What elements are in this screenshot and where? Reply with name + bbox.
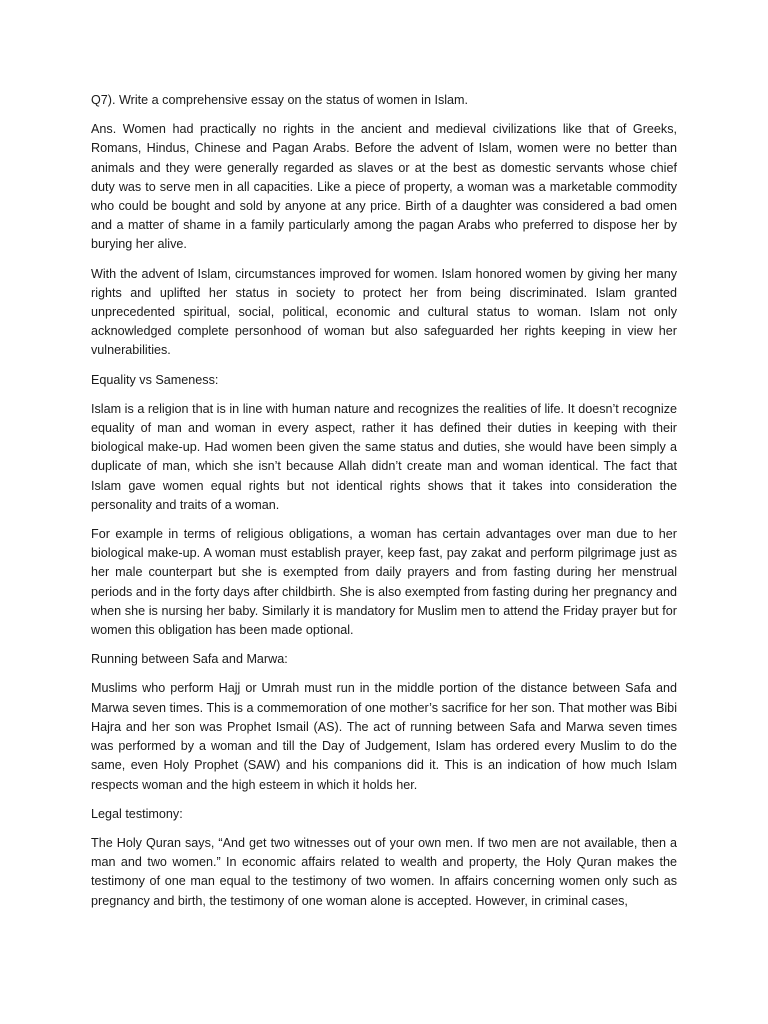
document-page: [91, 91, 677, 921]
equality-paragraph-2: For example in terms of religious obligations, a woman has certain advantages over man due to her biological make-up. A woman must establish prayer, keep fast, pay zakat and perform pilgrimage just as her male counterpart but she is exempted from daily prayers and from fasting during her menstrual periods and in the forty days after childbirth. She is also exempted from fasting during her pregnancy and when she is nursing her baby. Similarly it is mandatory for Muslim men to attend the Friday prayer but for women this obligation has been made optional.: [91, 527, 677, 638]
question-text: Q7). Write a comprehensive essay on the status of women in Islam.: [91, 93, 469, 107]
answer-paragraph-1: Ans. Women had practically no rights in the ancient and medieval civilizations like that of Greeks, Romans, Hindus, Chinese and Pagan Arabs. Before the advent of Islam, women were no better than animals and they were generally regarded as slaves or at the best as domestic servants whose chief duty was to serve men in all capacities. Like a piece of property, a woman was a marketable commodity who could be bought and sold by anyone at any price. Birth of a daughter was considered a bad omen and a matter of shame in a family particularly among the pagan Arabs who preferred to dispose her by burying her alive.: [91, 122, 677, 252]
section-heading-legal-testimony: Legal testimony:: [91, 806, 183, 821]
safa-marwa-paragraph: Muslims who perform Hajj or Umrah must run in the middle portion of the distance between Safa and Marwa seven times. This is a commemoration of one mother’s sacrifice for her son. That mother was Bibi Hajra and her son was Prophet Ismail (AS). The act of running between Safa and Marwa seven times was performed by a woman and till the Day of Judgement, Islam has ordered every Muslim to do the same, even Holy Prophet (SAW) and his companions did it. This is an indication of how much Islam respects woman and the high esteem in which it holds her.: [91, 681, 677, 792]
section-heading-safa-marwa: Running between Safa and Marwa:: [91, 652, 288, 667]
section-heading-equality: Equality vs Sameness:: [91, 372, 219, 387]
legal-testimony-paragraph: The Holy Quran says, “And get two witnesses out of your own men. If two men are not available, then a man and two women.” In economic affairs related to wealth and property, the Holy Quran makes the testimony of one man equal to the testimony of two women. In affairs concerning women only such as pregnancy and birth, the testimony of one woman alone is accepted. However, in criminal cases,: [91, 835, 677, 908]
answer-paragraph-2: With the advent of Islam, circumstances improved for women. Islam honored women by giving her many rights and uplifted her status in society to protect her from being discriminated. Islam granted unprecedented spiritual, social, political, economic and cultural status to woman. Islam not only acknowledged complete personhood of woman but also safeguarded her rights keeping in view her vulnerabilities.: [91, 266, 677, 358]
equality-paragraph-1: Islam is a religion that is in line with human nature and recognizes the realities of life. It doesn’t recognize equality of man and woman in every aspect, rather it has defined their duties in keeping with their biological make-up. Had women been given the same status and duties, she would have been simply a duplicate of man, which she isn’t because Allah didn’t create man and woman identical. The fact that Islam gave women equal rights but not identical rights shows that it takes into consideration the personality and traits of a woman.: [91, 401, 677, 512]
